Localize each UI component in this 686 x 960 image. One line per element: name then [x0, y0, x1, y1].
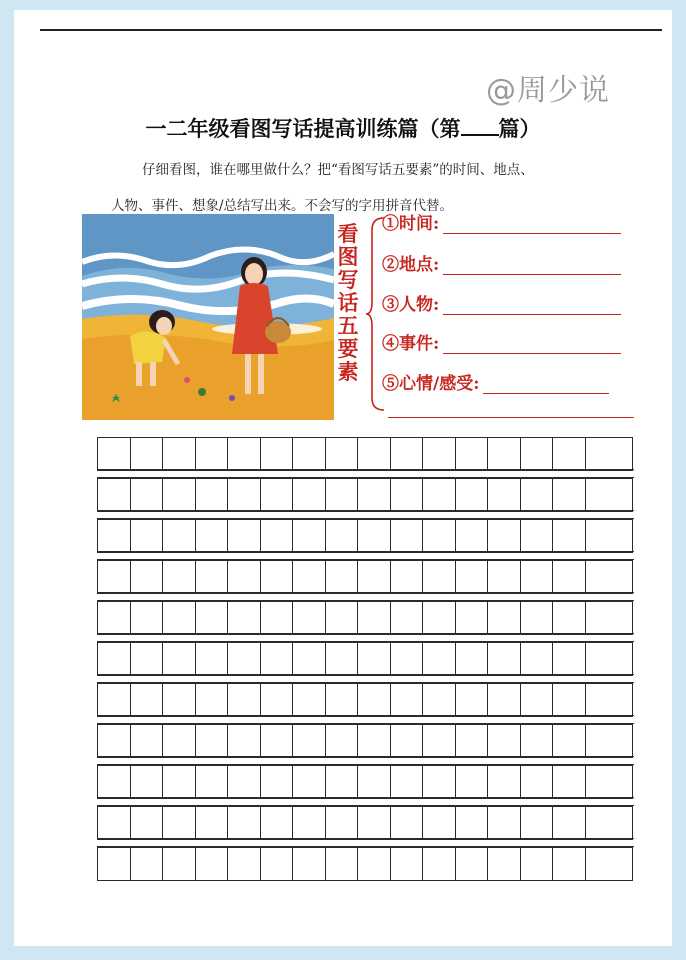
element-feeling-row: [382, 370, 609, 394]
grid-cell[interactable]: [422, 725, 455, 757]
grid-cell[interactable]: [390, 479, 423, 511]
grid-cell[interactable]: [162, 725, 195, 757]
grid-cell[interactable]: [585, 725, 618, 757]
extra-answer-line[interactable]: [388, 417, 634, 418]
element-event-label: ④事件:: [382, 334, 440, 354]
grid-cell[interactable]: [390, 643, 423, 675]
grid-row: [97, 560, 633, 594]
grid-cell[interactable]: [357, 848, 390, 880]
grid-cell[interactable]: [292, 684, 325, 716]
grid-cell[interactable]: [130, 643, 163, 675]
grid-cell[interactable]: [325, 561, 358, 593]
grid-cell[interactable]: [487, 807, 520, 839]
grid-cell[interactable]: [325, 438, 358, 470]
row-separator: [97, 715, 634, 724]
grid-cell[interactable]: [130, 766, 163, 798]
grid-cell[interactable]: [552, 643, 585, 675]
element-feeling-label: ⑤心情/感受:: [382, 374, 480, 394]
grid-cell[interactable]: [585, 807, 618, 839]
grid-cell[interactable]: [195, 684, 228, 716]
grid-cell[interactable]: [195, 602, 228, 634]
grid-cell[interactable]: [357, 807, 390, 839]
grid-cell[interactable]: [195, 848, 228, 880]
grid-cell[interactable]: [390, 561, 423, 593]
grid-cell[interactable]: [97, 807, 130, 839]
grid-cell[interactable]: [227, 766, 260, 798]
grid-cell[interactable]: [260, 438, 293, 470]
grid-cell[interactable]: [487, 766, 520, 798]
grid-cell[interactable]: [162, 766, 195, 798]
grid-cell[interactable]: [227, 602, 260, 634]
grid-cell[interactable]: [227, 848, 260, 880]
grid-cell[interactable]: [487, 479, 520, 511]
grid-row: [97, 601, 633, 635]
grid-cell[interactable]: [422, 438, 455, 470]
grid-cell[interactable]: [455, 438, 488, 470]
grid-row: [97, 478, 633, 512]
grid-cell[interactable]: [422, 807, 455, 839]
grid-cell[interactable]: [162, 684, 195, 716]
grid-cell[interactable]: [422, 766, 455, 798]
side-label-char: 要: [337, 336, 359, 361]
title-prefix: 一二年级看图写话提高训练篇（第: [145, 116, 461, 141]
grid-cell[interactable]: [357, 520, 390, 552]
page-title: [14, 113, 672, 143]
grid-cell[interactable]: [260, 725, 293, 757]
grid-cell[interactable]: [260, 479, 293, 511]
grid-cell[interactable]: [357, 479, 390, 511]
grid-cell[interactable]: [260, 643, 293, 675]
grid-cell[interactable]: [552, 848, 585, 880]
grid-cell[interactable]: [292, 725, 325, 757]
grid-cell[interactable]: [487, 643, 520, 675]
grid-cell[interactable]: [260, 848, 293, 880]
grid-cell[interactable]: [325, 684, 358, 716]
grid-cell[interactable]: [455, 725, 488, 757]
grid-cell[interactable]: [422, 520, 455, 552]
grid-cell[interactable]: [130, 479, 163, 511]
grid-cell[interactable]: [325, 520, 358, 552]
grid-cell[interactable]: [585, 684, 618, 716]
grid-cell[interactable]: [162, 848, 195, 880]
side-label-char: 写: [337, 267, 359, 292]
grid-cell[interactable]: [162, 643, 195, 675]
row-separator: [97, 633, 634, 642]
grid-cell[interactable]: [357, 438, 390, 470]
grid-cell[interactable]: [357, 766, 390, 798]
row-separator: [97, 756, 634, 765]
grid-row: [97, 519, 633, 553]
grid-cell[interactable]: [520, 848, 553, 880]
side-label-char: 五: [337, 313, 359, 338]
grid-cell[interactable]: [552, 602, 585, 634]
element-place-row: [382, 251, 621, 275]
grid-cell[interactable]: [520, 643, 553, 675]
grid-cell[interactable]: [390, 520, 423, 552]
grid-cell[interactable]: [520, 725, 553, 757]
grid-cell[interactable]: [292, 479, 325, 511]
grid-cell[interactable]: [487, 684, 520, 716]
title-number-blank[interactable]: [461, 114, 499, 136]
grid-cell[interactable]: [195, 807, 228, 839]
grid-cell[interactable]: [390, 684, 423, 716]
grid-cell[interactable]: [325, 643, 358, 675]
grid-cell[interactable]: [130, 848, 163, 880]
grid-cell[interactable]: [325, 725, 358, 757]
grid-cell[interactable]: [227, 479, 260, 511]
side-label-char: 图: [337, 244, 359, 269]
grid-cell[interactable]: [195, 438, 228, 470]
grid-cell[interactable]: [130, 520, 163, 552]
grid-cell[interactable]: [455, 848, 488, 880]
grid-cell[interactable]: [325, 807, 358, 839]
grid-cell[interactable]: [325, 602, 358, 634]
grid-cell[interactable]: [97, 479, 130, 511]
grid-cell[interactable]: [162, 602, 195, 634]
grid-cell[interactable]: [292, 520, 325, 552]
grid-cell[interactable]: [97, 848, 130, 880]
instruction-line-2: 人物、事件、想象/总结写出来。不会写的字用拼音代替。: [111, 198, 454, 214]
grid-cell[interactable]: [422, 479, 455, 511]
grid-cell[interactable]: [455, 520, 488, 552]
grid-cell[interactable]: [552, 479, 585, 511]
grid-row: [97, 765, 633, 799]
row-separator: [97, 592, 634, 601]
row-separator: [97, 469, 634, 478]
element-event-line[interactable]: [443, 335, 621, 354]
grid-cell[interactable]: [552, 684, 585, 716]
grid-cell[interactable]: [227, 438, 260, 470]
grid-cell[interactable]: [97, 520, 130, 552]
grid-cell[interactable]: [390, 725, 423, 757]
grid-cell[interactable]: [195, 766, 228, 798]
grid-cell[interactable]: [422, 848, 455, 880]
grid-cell[interactable]: [520, 561, 553, 593]
watermark: @周少说: [486, 73, 610, 108]
grid-cell[interactable]: [227, 807, 260, 839]
grid-cell[interactable]: [162, 807, 195, 839]
grid-row: [97, 642, 633, 676]
element-time-label: ①时间:: [382, 214, 440, 234]
grid-cell[interactable]: [260, 602, 293, 634]
grid-cell[interactable]: [422, 643, 455, 675]
grid-cell[interactable]: [552, 725, 585, 757]
grid-cell[interactable]: [97, 602, 130, 634]
grid-cell[interactable]: [130, 438, 163, 470]
grid-cell[interactable]: [97, 684, 130, 716]
grid-cell[interactable]: [260, 807, 293, 839]
grid-cell[interactable]: [487, 561, 520, 593]
grid-cell[interactable]: [227, 725, 260, 757]
grid-cell[interactable]: [325, 766, 358, 798]
grid-cell[interactable]: [455, 643, 488, 675]
grid-row: [97, 683, 633, 717]
grid-cell[interactable]: [195, 561, 228, 593]
grid-cell[interactable]: [292, 848, 325, 880]
grid-cell[interactable]: [357, 561, 390, 593]
grid-cell[interactable]: [195, 643, 228, 675]
grid-cell[interactable]: [552, 520, 585, 552]
grid-cell[interactable]: [162, 520, 195, 552]
grid-cell[interactable]: [260, 520, 293, 552]
side-label-char: 素: [337, 359, 359, 384]
grid-cell[interactable]: [260, 561, 293, 593]
grid-cell[interactable]: [520, 479, 553, 511]
grid-cell[interactable]: [455, 479, 488, 511]
grid-cell[interactable]: [390, 602, 423, 634]
grid-cell[interactable]: [195, 725, 228, 757]
top-rule: [40, 29, 662, 31]
grid-cell[interactable]: [130, 684, 163, 716]
grid-cell[interactable]: [585, 848, 618, 880]
grid-cell[interactable]: [520, 602, 553, 634]
grid-cell[interactable]: [585, 520, 618, 552]
grid-cell[interactable]: [162, 479, 195, 511]
grid-cell[interactable]: [552, 561, 585, 593]
grid-cell[interactable]: [552, 766, 585, 798]
grid-cell[interactable]: [585, 561, 618, 593]
grid-cell[interactable]: [455, 561, 488, 593]
grid-cell[interactable]: [130, 807, 163, 839]
beach-illustration: [82, 214, 334, 420]
instruction-line-1: 仔细看图，谁在哪里做什么？把“看图写话五要素”的时间、地点、: [142, 162, 534, 178]
grid-cell[interactable]: [390, 438, 423, 470]
grid-cell[interactable]: [390, 807, 423, 839]
grid-cell[interactable]: [292, 643, 325, 675]
grid-cell[interactable]: [422, 602, 455, 634]
grid-cell[interactable]: [292, 438, 325, 470]
grid-cell[interactable]: [455, 766, 488, 798]
grid-cell[interactable]: [162, 438, 195, 470]
grid-cell[interactable]: [487, 848, 520, 880]
grid-cell[interactable]: [487, 438, 520, 470]
grid-cell[interactable]: [487, 520, 520, 552]
grid-cell[interactable]: [292, 766, 325, 798]
grid-cell[interactable]: [325, 848, 358, 880]
grid-cell[interactable]: [552, 438, 585, 470]
grid-cell[interactable]: [422, 561, 455, 593]
grid-cell[interactable]: [97, 643, 130, 675]
grid-row: [97, 806, 633, 840]
grid-cell[interactable]: [520, 684, 553, 716]
grid-row: [97, 724, 633, 758]
row-separator: [97, 838, 634, 847]
title-suffix: 篇）: [498, 116, 541, 141]
grid-cell[interactable]: [487, 725, 520, 757]
grid-cell[interactable]: [585, 479, 618, 511]
grid-cell[interactable]: [97, 766, 130, 798]
grid-cell[interactable]: [130, 602, 163, 634]
grid-cell[interactable]: [162, 561, 195, 593]
grid-cell[interactable]: [390, 848, 423, 880]
grid-cell[interactable]: [97, 561, 130, 593]
grid-cell[interactable]: [422, 684, 455, 716]
grid-cell[interactable]: [227, 684, 260, 716]
element-time-line[interactable]: [443, 215, 621, 234]
grid-cell[interactable]: [552, 807, 585, 839]
five-elements-label: [332, 222, 364, 383]
grid-cell[interactable]: [520, 438, 553, 470]
element-people-line[interactable]: [443, 296, 621, 315]
element-feeling-line[interactable]: [483, 375, 609, 394]
grid-cell[interactable]: [487, 602, 520, 634]
grid-cell[interactable]: [260, 684, 293, 716]
grid-cell[interactable]: [130, 725, 163, 757]
element-place-label: ②地点:: [382, 255, 440, 275]
side-label-char: 看: [337, 221, 359, 246]
grid-cell[interactable]: [227, 643, 260, 675]
grid-cell[interactable]: [357, 684, 390, 716]
grid-row: [97, 847, 633, 881]
element-people-row: [382, 291, 621, 315]
row-separator: [97, 551, 634, 560]
grid-cell[interactable]: [357, 643, 390, 675]
grid-cell[interactable]: [455, 807, 488, 839]
grid-cell[interactable]: [325, 479, 358, 511]
grid-cell[interactable]: [292, 807, 325, 839]
element-time-row: [382, 210, 621, 234]
grid-cell[interactable]: [585, 643, 618, 675]
grid-cell[interactable]: [227, 561, 260, 593]
grid-cell[interactable]: [455, 602, 488, 634]
grid-cell[interactable]: [195, 520, 228, 552]
grid-cell[interactable]: [292, 602, 325, 634]
side-label-char: 话: [337, 290, 359, 315]
grid-cell[interactable]: [520, 807, 553, 839]
grid-cell[interactable]: [130, 561, 163, 593]
grid-cell[interactable]: [195, 479, 228, 511]
grid-cell[interactable]: [390, 766, 423, 798]
grid-row: [97, 437, 633, 471]
grid-cell[interactable]: [357, 725, 390, 757]
element-event-row: [382, 330, 621, 354]
grid-cell[interactable]: [520, 766, 553, 798]
worksheet: [14, 10, 672, 946]
element-place-line[interactable]: [443, 256, 621, 275]
grid-cell[interactable]: [357, 602, 390, 634]
grid-cell[interactable]: [292, 561, 325, 593]
row-separator: [97, 510, 634, 519]
grid-cell[interactable]: [260, 766, 293, 798]
grid-cell[interactable]: [455, 684, 488, 716]
row-separator: [97, 674, 634, 683]
grid-cell[interactable]: [97, 438, 130, 470]
grid-cell[interactable]: [585, 602, 618, 634]
grid-cell[interactable]: [227, 520, 260, 552]
row-separator: [97, 797, 634, 806]
grid-cell[interactable]: [585, 766, 618, 798]
element-people-label: ③人物:: [382, 295, 440, 315]
grid-cell[interactable]: [585, 438, 618, 470]
grid-cell[interactable]: [97, 725, 130, 757]
grid-cell[interactable]: [520, 520, 553, 552]
